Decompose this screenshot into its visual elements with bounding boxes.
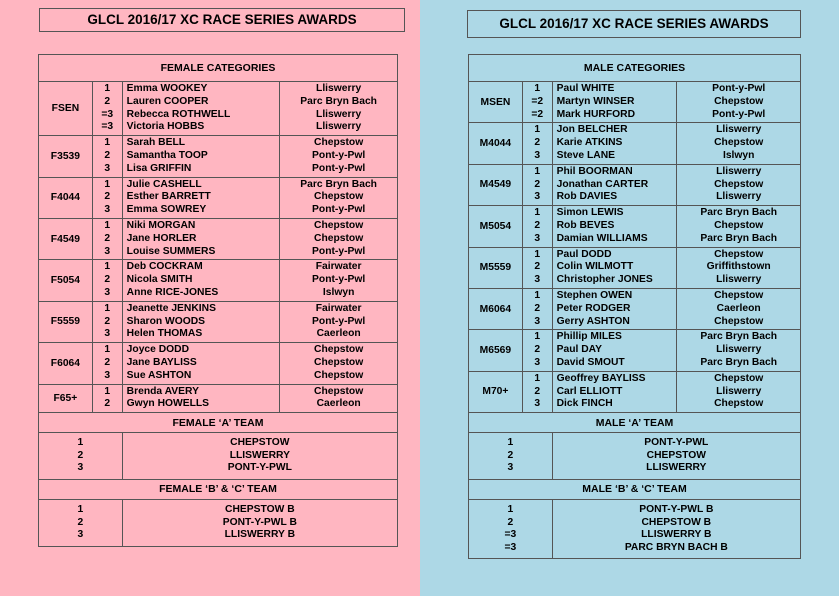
category-clubs — [280, 177, 398, 218]
category-row — [469, 330, 801, 371]
athlete-name: Colin WILMOTT — [556, 261, 634, 273]
category-row — [469, 247, 801, 288]
category-clubs — [280, 260, 398, 301]
team-name: PONT-Y-PWL B — [639, 503, 714, 515]
athlete-name: Gerry ASHTON — [556, 315, 630, 327]
category-clubs — [677, 123, 801, 164]
athlete-name: Victoria HOBBS — [126, 121, 205, 133]
category-clubs — [677, 288, 801, 329]
category-positions — [522, 288, 552, 329]
athlete-name: Geoffrey BAYLISS — [556, 372, 646, 384]
category-names — [552, 371, 677, 412]
club-name: Griffithstown — [706, 261, 771, 273]
club-name: Parc Bryn Bach — [300, 95, 377, 107]
position: 2 — [534, 302, 541, 314]
athlete-name: Jonathan CARTER — [556, 178, 649, 190]
team-names — [122, 499, 397, 546]
athlete-name: Jane HORLER — [126, 232, 197, 244]
athlete-name: Paul DAY — [556, 344, 603, 356]
club-name: Caerleon — [316, 398, 361, 410]
category-code: M6569 — [469, 330, 523, 371]
category-code: FSEN — [39, 82, 93, 136]
male-bc_team-row — [469, 499, 801, 558]
category-clubs — [677, 247, 801, 288]
club-name: Pont-y-Pwl — [312, 274, 366, 286]
position: 2 — [534, 385, 541, 397]
position: 2 — [104, 191, 111, 203]
category-code: M4044 — [469, 123, 523, 164]
category-code: F6064 — [39, 343, 93, 384]
club-name: Lliswerry — [316, 108, 362, 120]
category-clubs — [280, 136, 398, 177]
category-code: F4044 — [39, 177, 93, 218]
team-position: 3 — [507, 462, 514, 474]
position: 1 — [534, 207, 541, 219]
position: 2 — [104, 356, 111, 368]
athlete-name: Christopher JONES — [556, 274, 653, 286]
category-clubs — [280, 82, 398, 136]
female-categories-header: FEMALE CATEGORIES — [39, 55, 398, 82]
team-name: CHEPSTOW — [646, 449, 706, 461]
team-position: 2 — [507, 449, 514, 461]
club-name: Fairwater — [315, 261, 362, 273]
position: 1 — [104, 261, 111, 273]
position: 1 — [534, 331, 541, 343]
athlete-name: Mark HURFORD — [556, 108, 636, 120]
position: 3 — [534, 232, 541, 244]
category-row — [39, 301, 398, 342]
team-name: CHEPSTOW B — [225, 503, 295, 515]
category-positions — [92, 218, 122, 259]
category-clubs — [280, 218, 398, 259]
category-row — [469, 164, 801, 205]
category-code: M5054 — [469, 206, 523, 247]
female-bc_team-row — [39, 499, 398, 546]
position: 3 — [534, 356, 541, 368]
male-categories-header: MALE CATEGORIES — [469, 55, 801, 82]
club-name: Parc Bryn Bach — [700, 356, 778, 368]
male-a_team-header-row — [469, 413, 801, 433]
team-position: 1 — [507, 503, 514, 515]
category-row — [469, 123, 801, 164]
team-position: 2 — [77, 516, 84, 528]
team-position: =3 — [504, 529, 517, 541]
position: 3 — [534, 274, 541, 286]
team-names — [122, 433, 397, 480]
athlete-name: Phillip MILES — [556, 331, 622, 343]
club-name: Chepstow — [714, 315, 764, 327]
category-row — [39, 260, 398, 301]
category-row — [469, 371, 801, 412]
position: 1 — [534, 165, 541, 177]
male-bc_team-header: MALE ‘B’ & ‘C’ TEAM — [469, 479, 801, 499]
athlete-name: Brenda AVERY — [126, 385, 199, 397]
category-row — [39, 218, 398, 259]
team-positions — [39, 499, 123, 546]
position: 2 — [104, 149, 111, 161]
athlete-name: Anne RICE-JONES — [126, 286, 219, 298]
team-position: 1 — [77, 503, 84, 515]
category-positions — [92, 177, 122, 218]
athlete-name: Lauren COOPER — [126, 95, 209, 107]
category-clubs — [677, 371, 801, 412]
athlete-name: Sue ASHTON — [126, 369, 192, 381]
category-names — [122, 343, 280, 384]
category-names — [552, 123, 677, 164]
position: 1 — [104, 385, 111, 397]
position: 2 — [534, 137, 541, 149]
category-names — [122, 260, 280, 301]
team-name: LLISWERRY B — [641, 529, 712, 541]
team-position: 3 — [77, 462, 84, 474]
position: 3 — [104, 328, 111, 340]
team-name: PONT-Y-PWL — [644, 437, 709, 449]
athlete-name: Louise SUMMERS — [126, 245, 216, 257]
position: 3 — [534, 149, 541, 161]
club-name: Lliswerry — [316, 83, 362, 94]
club-name: Chepstow — [714, 137, 764, 149]
category-row — [39, 136, 398, 177]
position: 2 — [104, 274, 111, 286]
club-name: Lliswerry — [316, 121, 362, 133]
athlete-name: Dick FINCH — [556, 398, 613, 410]
category-names — [122, 218, 280, 259]
category-positions — [92, 343, 122, 384]
club-name: Pont-y-Pwl — [312, 162, 366, 174]
category-names — [122, 384, 280, 413]
team-name: LLISWERRY — [229, 449, 290, 461]
club-name: Chepstow — [314, 191, 364, 203]
athlete-name: Karie ATKINS — [556, 137, 623, 149]
club-name: Chepstow — [314, 219, 364, 231]
position: 2 — [534, 261, 541, 273]
category-positions — [522, 330, 552, 371]
athlete-name: Lisa GRIFFIN — [126, 162, 192, 174]
category-names — [552, 164, 677, 205]
category-positions — [92, 136, 122, 177]
club-name: Chepstow — [314, 232, 364, 244]
position: =2 — [531, 95, 544, 107]
position: 3 — [104, 369, 111, 381]
team-name: CHEPSTOW — [230, 437, 290, 449]
club-name: Chepstow — [314, 369, 364, 381]
position: =3 — [101, 121, 114, 133]
position: 1 — [534, 248, 541, 260]
male-awards-table — [468, 54, 801, 559]
team-position: =3 — [504, 541, 517, 553]
athlete-name: David SMOUT — [556, 356, 625, 368]
male-a_team-row — [469, 433, 801, 480]
club-name: Fairwater — [315, 302, 362, 314]
athlete-name: Sharon WOODS — [126, 315, 206, 327]
athlete-name: Jane BAYLISS — [126, 356, 197, 368]
position: 1 — [104, 219, 111, 231]
team-position: 2 — [507, 516, 514, 528]
category-code: F65+ — [39, 384, 93, 413]
athlete-name: Gwyn HOWELLS — [126, 398, 210, 410]
team-position: 1 — [77, 437, 84, 449]
club-name: Pont-y-Pwl — [312, 245, 366, 257]
position: 1 — [104, 302, 111, 314]
club-name: Pont-y-Pwl — [712, 108, 766, 120]
athlete-name: Carl ELLIOTT — [556, 385, 623, 397]
team-positions — [469, 433, 553, 480]
position: 2 — [104, 95, 111, 107]
category-clubs — [677, 82, 801, 123]
category-names — [552, 247, 677, 288]
category-names — [552, 288, 677, 329]
club-name: Chepstow — [714, 398, 764, 410]
position: 2 — [104, 232, 111, 244]
athlete-name: Steve LANE — [556, 149, 615, 161]
position: 1 — [104, 83, 111, 94]
athlete-name: Jon BELCHER — [556, 124, 628, 136]
category-clubs — [280, 301, 398, 342]
category-row — [469, 82, 801, 123]
club-name: Pont-y-Pwl — [312, 204, 366, 216]
category-positions — [522, 123, 552, 164]
position: 3 — [104, 162, 111, 174]
category-positions — [522, 371, 552, 412]
club-name: Chepstow — [714, 289, 764, 301]
category-names — [122, 82, 280, 136]
category-code: F5054 — [39, 260, 93, 301]
category-clubs — [677, 330, 801, 371]
athlete-name: Samantha TOOP — [126, 149, 208, 161]
female-a_team-header-row — [39, 413, 398, 433]
athlete-name: Sarah BELL — [126, 137, 186, 149]
category-names — [122, 177, 280, 218]
athlete-name: Peter RODGER — [556, 302, 631, 314]
position: 2 — [104, 315, 111, 327]
team-name: LLISWERRY B — [224, 529, 296, 541]
team-name: LLISWERRY — [646, 462, 707, 474]
club-name: Islwyn — [322, 286, 355, 298]
athlete-name: Emma SOWREY — [126, 204, 207, 216]
female-awards-table — [38, 54, 398, 547]
category-clubs — [280, 343, 398, 384]
male-categories-header-row — [469, 55, 801, 82]
category-names — [122, 136, 280, 177]
male-title: GLCL 2016/17 XC RACE SERIES AWARDS — [467, 10, 801, 38]
category-code: F4549 — [39, 218, 93, 259]
category-positions — [92, 384, 122, 413]
category-code: M4549 — [469, 164, 523, 205]
category-row — [39, 177, 398, 218]
club-name: Islwyn — [722, 149, 755, 161]
position: 2 — [534, 178, 541, 190]
female-categories-header-row — [39, 55, 398, 82]
category-positions — [522, 164, 552, 205]
category-clubs — [677, 164, 801, 205]
category-positions — [92, 82, 122, 136]
male-a_team-header: MALE ‘A’ TEAM — [469, 413, 801, 433]
athlete-name: Jeanette JENKINS — [126, 302, 216, 314]
position: 1 — [534, 372, 541, 384]
category-names — [552, 330, 677, 371]
position: =3 — [101, 108, 114, 120]
position: 3 — [534, 191, 541, 203]
club-name: Chepstow — [314, 385, 364, 397]
athlete-name: Nicola SMITH — [126, 274, 193, 286]
category-code: MSEN — [469, 82, 523, 123]
category-positions — [92, 260, 122, 301]
club-name: Lliswerry — [716, 191, 762, 203]
position: 1 — [534, 289, 541, 301]
club-name: Parc Bryn Bach — [700, 331, 778, 343]
position: 2 — [534, 344, 541, 356]
team-names — [552, 433, 800, 480]
category-code: F5559 — [39, 301, 93, 342]
female-bc_team-header-row — [39, 479, 398, 499]
athlete-name: Emma WOOKEY — [126, 83, 208, 94]
team-positions — [39, 433, 123, 480]
club-name: Chepstow — [714, 248, 764, 260]
position: 1 — [534, 83, 541, 94]
club-name: Chepstow — [314, 137, 364, 149]
position: 1 — [104, 344, 111, 356]
category-positions — [522, 82, 552, 123]
team-name: PONT-Y-PWL B — [222, 516, 297, 528]
female-a_team-row — [39, 433, 398, 480]
category-code: M5559 — [469, 247, 523, 288]
athlete-name: Rob DAVIES — [556, 191, 618, 203]
position: 3 — [104, 286, 111, 298]
club-name: Chepstow — [314, 344, 364, 356]
club-name: Lliswerry — [716, 124, 762, 136]
club-name: Parc Bryn Bach — [300, 178, 377, 190]
athlete-name: Helen THOMAS — [126, 328, 203, 340]
athlete-name: Paul WHITE — [556, 83, 615, 94]
athlete-name: Joyce DODD — [126, 344, 190, 356]
club-name: Chepstow — [314, 356, 364, 368]
club-name: Chepstow — [714, 95, 764, 107]
position: 1 — [104, 137, 111, 149]
club-name: Lliswerry — [716, 165, 762, 177]
club-name: Caerleon — [716, 302, 761, 314]
team-positions — [469, 499, 553, 558]
team-names — [552, 499, 800, 558]
category-clubs — [280, 384, 398, 413]
category-row — [39, 343, 398, 384]
athlete-name: Phil BOORMAN — [556, 165, 633, 177]
position: 3 — [104, 245, 111, 257]
category-code: F3539 — [39, 136, 93, 177]
club-name: Chepstow — [714, 219, 764, 231]
position: 3 — [104, 204, 111, 216]
category-row — [469, 206, 801, 247]
male-bc_team-header-row — [469, 479, 801, 499]
position: 3 — [534, 398, 541, 410]
position: 2 — [534, 219, 541, 231]
athlete-name: Julie CASHELL — [126, 178, 202, 190]
category-code: M70+ — [469, 371, 523, 412]
club-name: Parc Bryn Bach — [700, 207, 778, 219]
team-position: 1 — [507, 437, 514, 449]
position: 2 — [104, 398, 111, 410]
club-name: Chepstow — [714, 178, 764, 190]
category-code: M6064 — [469, 288, 523, 329]
male-panel — [420, 0, 839, 596]
athlete-name: Damian WILLIAMS — [556, 232, 648, 244]
category-names — [122, 301, 280, 342]
club-name: Caerleon — [316, 328, 361, 340]
club-name: Pont-y-Pwl — [312, 149, 366, 161]
athlete-name: Martyn WINSER — [556, 95, 635, 107]
category-clubs — [677, 206, 801, 247]
position: 3 — [534, 315, 541, 327]
club-name: Parc Bryn Bach — [700, 232, 778, 244]
position: =2 — [531, 108, 544, 120]
category-names — [552, 206, 677, 247]
athlete-name: Deb COCKRAM — [126, 261, 203, 273]
athlete-name: Stephen OWEN — [556, 289, 633, 301]
club-name: Lliswerry — [716, 274, 762, 286]
female-title: GLCL 2016/17 XC RACE SERIES AWARDS — [39, 8, 405, 32]
athlete-name: Rebecca ROTHWELL — [126, 108, 231, 120]
category-positions — [92, 301, 122, 342]
female-bc_team-header: FEMALE ‘B’ & ‘C’ TEAM — [39, 479, 398, 499]
athlete-name: Paul DODD — [556, 248, 612, 260]
athlete-name: Simon LEWIS — [556, 207, 624, 219]
position: 1 — [534, 124, 541, 136]
club-name: Pont-y-Pwl — [712, 83, 766, 94]
club-name: Pont-y-Pwl — [312, 315, 366, 327]
category-positions — [522, 206, 552, 247]
female-a_team-header: FEMALE ‘A’ TEAM — [39, 413, 398, 433]
category-row — [39, 82, 398, 136]
club-name: Lliswerry — [716, 344, 762, 356]
athlete-name: Niki MORGAN — [126, 219, 196, 231]
category-row — [39, 384, 398, 413]
category-names — [552, 82, 677, 123]
team-position: 2 — [77, 449, 84, 461]
athlete-name: Rob BEVES — [556, 219, 615, 231]
club-name: Lliswerry — [716, 385, 762, 397]
category-row — [469, 288, 801, 329]
team-name: PONT-Y-PWL — [227, 462, 292, 474]
category-positions — [522, 247, 552, 288]
team-name: CHEPSTOW B — [641, 516, 712, 528]
athlete-name: Esther BARRETT — [126, 191, 211, 203]
position: 1 — [104, 178, 111, 190]
team-name: PARC BRYN BACH B — [624, 541, 728, 553]
team-position: 3 — [77, 529, 84, 541]
club-name: Chepstow — [714, 372, 764, 384]
